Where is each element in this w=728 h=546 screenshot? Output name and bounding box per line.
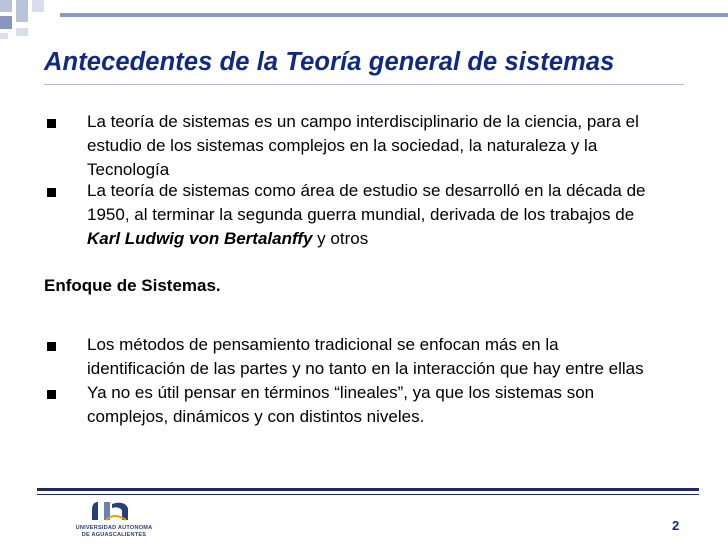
bullet-line: La teoría de sistemas como área de estudio se desarrolló en la década de [87,181,646,200]
decor-square [0,33,8,39]
title-divider [44,84,684,85]
decor-square [16,0,28,22]
bullet-line: 1950, al terminar la segunda guerra mundial, derivada de los trabajos de [87,205,635,224]
bullet-marker [47,342,56,351]
decor-square [0,0,12,12]
bullet-line: La teoría de sistemas es un campo interdisciplinario de la ciencia, para el [87,112,639,131]
top-accent-bar [60,13,728,17]
page-number: 2 [672,518,680,533]
bullet-marker [47,188,56,197]
footer-rule [37,494,699,495]
footer-rule [37,488,699,491]
author-suffix: y otros [312,229,369,248]
bullet-line: complejos, dinámicos y con distintos niveles. [87,407,425,426]
bullet-marker [47,119,56,128]
decor-square [0,16,12,29]
bullet-line: Ya no es útil pensar en términos “lineales”, ya que los sistemas son [87,383,595,402]
bullet-line: identificación de las partes y no tanto en la interacción que hay entre ellas [87,359,644,378]
bullet-line: Los métodos de pensamiento tradicional se enfocan más en la [87,335,559,354]
decor-square [32,0,44,12]
bullet-text [87,110,639,182]
bullet-line [87,227,646,251]
bullet-text [87,381,594,429]
slide-title: Antecedentes de la Teoría general de sistemas [44,48,615,76]
section-heading: Enfoque de Sistemas. [44,276,221,295]
university-name-line: UNIVERSIDAD AUTONOMA [75,525,153,531]
university-name [62,525,166,539]
decor-square [16,28,28,36]
bullet-marker [47,390,56,399]
bullet-line: Tecnología [87,160,170,179]
university-name-line: DE AGUASCALIENTES [81,532,147,538]
bullet-line: estudio de los sistemas complejos en la sociedad, la naturaleza y la [87,136,598,155]
bullet-text [87,333,644,381]
author-name: Karl Ludwig von Bertalanffy [87,229,313,248]
bullet-text [87,179,646,251]
